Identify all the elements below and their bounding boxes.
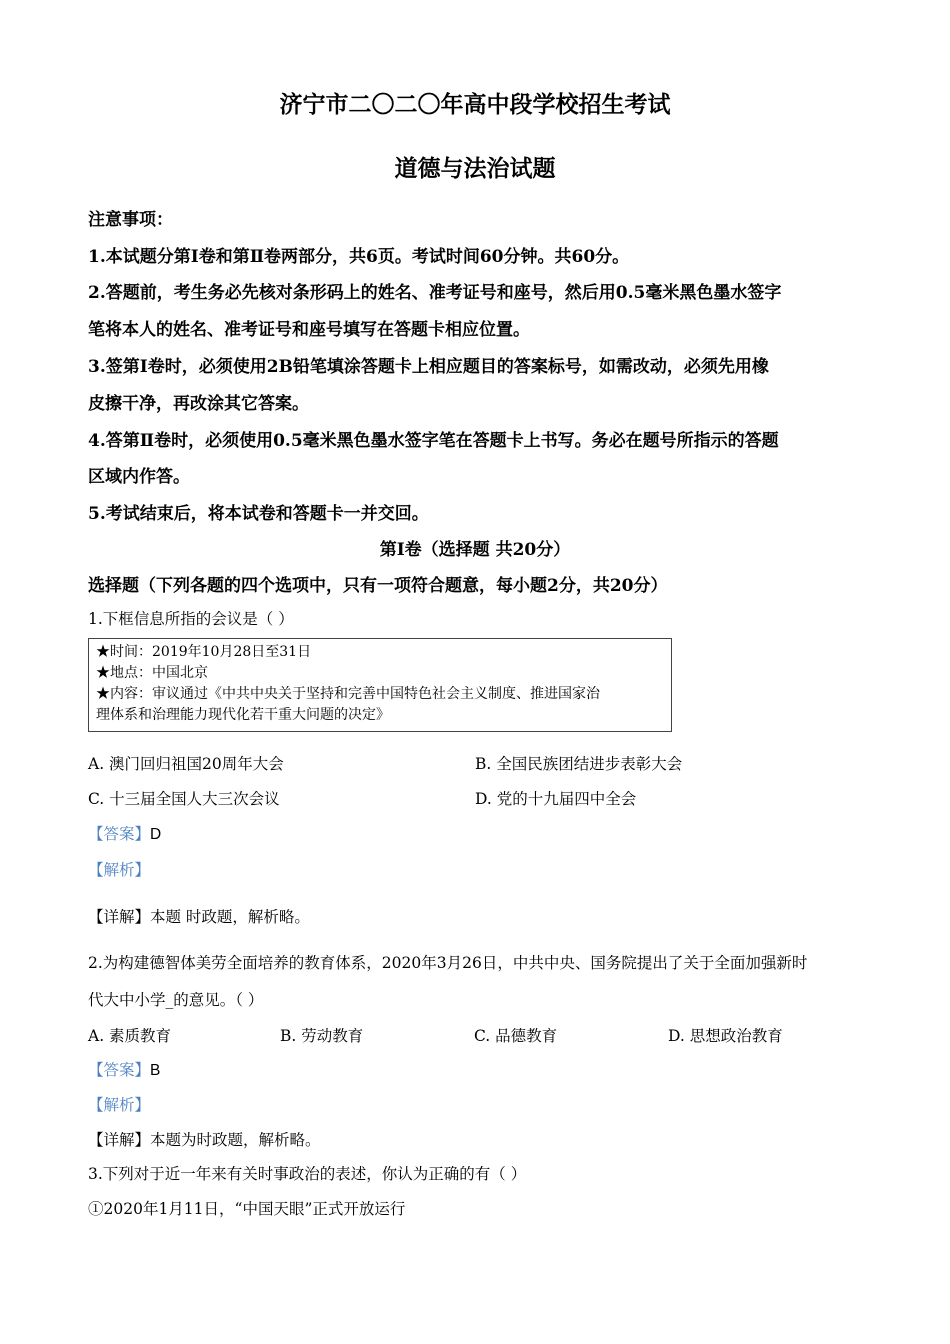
question-1-option-b: B. 全国民族团结进步表彰大会 — [475, 755, 683, 773]
question-3-stem: 3.下列对于近一年来有关时事政治的表述，你认为正确的有（ ） — [88, 1165, 527, 1183]
notice-line-2a: 2.答题前，考生务必先核对条形码上的姓名、准考证号和座号，然后用0.5毫米黑色墨水签字 — [88, 283, 782, 303]
question-2-option-d: D. 思想政治教育 — [668, 1027, 783, 1045]
question-2-answer — [88, 1058, 160, 1080]
question-2-analysis-label: 【解析】 — [88, 1096, 151, 1114]
question-3-item-1: ①2020年1月11日，“中国天眼”正式开放运行 — [88, 1200, 406, 1218]
question-1-stem: 1.下框信息所指的会议是（ ） — [88, 610, 294, 628]
notice-line-5: 5.考试结束后，将本试卷和答题卡一并交回。 — [88, 504, 429, 524]
question-1-option-d: D. 党的十九届四中全会 — [475, 790, 637, 808]
question-1-answer — [88, 822, 161, 844]
exam-title: 济宁市二〇二〇年高中段学校招生考试 — [279, 91, 671, 118]
question-2-option-a: A. 素质教育 — [88, 1027, 172, 1045]
answer-value: B — [150, 1062, 161, 1079]
notice-line-3a: 3.签第Ⅰ卷时，必须使用2B铅笔填涂答题卡上相应题目的答案标号，如需改动，必须先用橡 — [88, 357, 769, 377]
info-box-time: ★时间：2019年10月28日至31日 — [96, 644, 312, 660]
section-instruction: 选择题（下列各题的四个选项中，只有一项符合题意，每小题2分，共20分） — [88, 576, 668, 596]
answer-label: 【答案】 — [88, 825, 151, 843]
answer-label: 【答案】 — [88, 1061, 151, 1079]
info-box-content-cont: 理体系和治理能力现代化若干重大问题的决定》 — [96, 707, 390, 723]
notice-line-1: 1.本试题分第Ⅰ卷和第Ⅱ卷两部分，共6页。考试时间60分钟。共60分。 — [88, 247, 630, 267]
question-2-detail: 【详解】本题为时政题，解析略。 — [88, 1131, 321, 1149]
question-1-option-a: A. 澳门回归祖国20周年大会 — [88, 755, 284, 773]
question-2-option-b: B. 劳动教育 — [280, 1027, 364, 1045]
info-box-content: ★内容：审议通过《中共中央关于坚持和完善中国特色社会主义制度、推进国家治 — [96, 686, 600, 702]
question-1-detail: 【详解】本题 时政题，解析略。 — [88, 908, 310, 926]
subject-title: 道德与法治试题 — [394, 155, 556, 182]
notice-line-4b: 区域内作答。 — [88, 467, 190, 487]
notice-heading: 注意事项： — [88, 210, 173, 230]
question-2-stem: 2.为构建德智体美劳全面培养的教育体系，2020年3月26日，中共中央、国务院提出了关于全面加强新时 — [88, 954, 808, 972]
notice-line-4a: 4.答第Ⅱ卷时，必须使用0.5毫米黑色墨水签字笔在答题卡上书写。务必在题号所指示的答题 — [88, 431, 779, 451]
question-2-option-c: C. 品德教育 — [474, 1027, 558, 1045]
answer-value: D — [150, 826, 162, 843]
notice-line-2b: 笔将本人的姓名、准考证号和座号填写在答题卡相应位置。 — [88, 320, 530, 340]
section-title: 第Ⅰ卷（选择题 共20分） — [379, 540, 571, 560]
info-box-location: ★地点：中国北京 — [96, 665, 208, 681]
question-2-stem-cont: 代大中小学_的意见。（ ） — [88, 991, 264, 1009]
notice-line-3b: 皮擦干净，再改涂其它答案。 — [88, 394, 309, 414]
question-1-analysis-label: 【解析】 — [88, 861, 151, 879]
question-1-option-c: C. 十三届全国人大三次会议 — [88, 790, 280, 808]
question-1-info-box — [88, 638, 672, 732]
